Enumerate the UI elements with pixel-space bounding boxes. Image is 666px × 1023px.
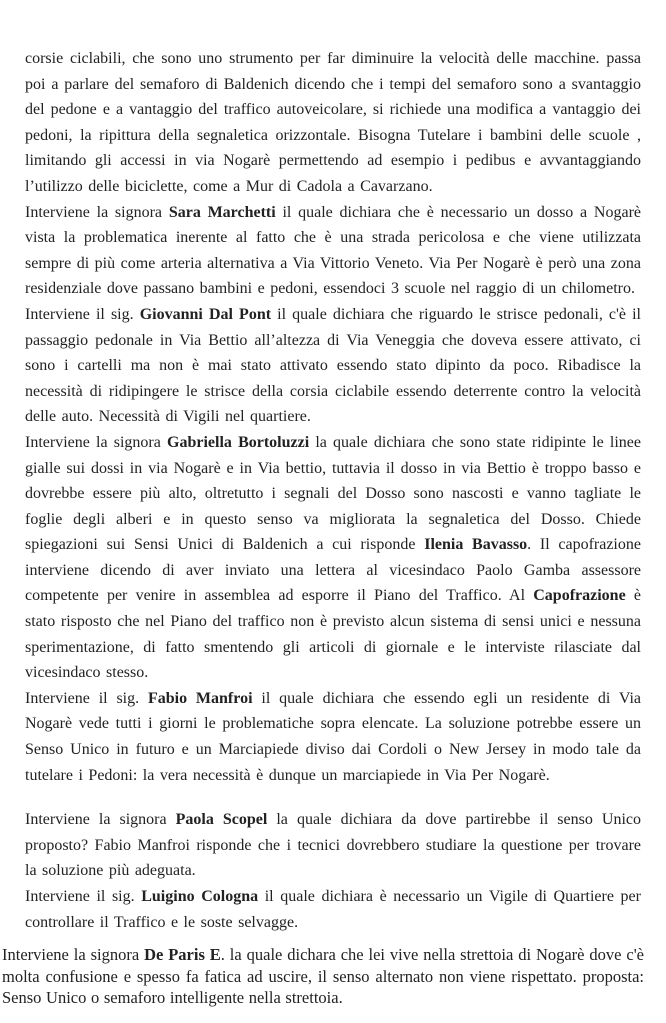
paragraph-gabriella-bortoluzzi bbox=[25, 430, 641, 686]
paragraph-giovanni-dal-pont bbox=[25, 302, 641, 430]
paragraph-corsie-ciclabili bbox=[25, 46, 641, 200]
speaker-name: Gabriella Bortoluzzi bbox=[167, 433, 310, 451]
paragraph-text: il quale dichiara che essendo egli un residente di Via Nogarè vede tutti i giorni le problematiche sopra elencate. La soluzione potrebbe essere un Senso Unico in futuro e un Marciapiede diviso dai Cordoli o New Jersey in modo tale da tutelare i Pedoni: la vera necessità è dunque un marciapiede in Via Per Nogarè. bbox=[25, 689, 641, 784]
paragraph-text: il quale dichiara che è necessario un dosso a Nogarè vista la problematica inerente al fatto che è una strada pericolosa e che viene utilizzata sempre di più come arteria alternativa a Via Vittorio Veneto. Via Per Nogarè è però una zona residenziale dove passano bambini e pedoni, essendoci 3 scuole nel raggio di un chilometro. bbox=[25, 203, 642, 298]
paragraph-text: Interviene il sig. bbox=[25, 689, 148, 707]
paragraph-text: . la quale dichara che lei vive nella strettoia di Nogarè dove c'è molta confusione e spesso fa fatica ad uscire, il senso alternato non viene rispettato. proposta: Senso Unico o semaforo intelligente nella strettoia. bbox=[2, 945, 645, 1008]
paragraph-paola-scopel bbox=[25, 807, 641, 884]
speaker-name: Paola Scopel bbox=[175, 811, 268, 829]
speaker-name: Capofrazione bbox=[533, 587, 626, 605]
paragraph-text: la quale dichiara da dove partirebbe il senso Unico proposto? Fabio Manfroi risponde che i tecnici dovrebbero studiare la questione per trovare la soluzione più adeguata. bbox=[25, 811, 641, 880]
paragraph-text: Interviene la signora bbox=[25, 203, 169, 221]
paragraph-text: Interviene la signora bbox=[2, 945, 145, 965]
paragraph-sara-marchetti bbox=[25, 200, 641, 302]
paragraph-text: Interviene il sig. bbox=[25, 888, 142, 905]
speaker-name: Giovanni Dal Pont bbox=[139, 305, 272, 323]
speaker-name: Ilenia Bavasso bbox=[424, 536, 528, 554]
paragraph-text: Interviene la signora bbox=[25, 433, 168, 451]
paragraph-luigino-cologna bbox=[25, 884, 641, 935]
paragraph-text: . Il capofrazione interviene dicendo di aver inviato una lettera al vicesindaco Paolo Gamba assessore competente per venire in assemblea ad esporre il Piano del Traffico. Al bbox=[25, 536, 641, 605]
speaker-name: Luigino Cologna bbox=[141, 888, 259, 905]
paragraph-text: Interviene la signora bbox=[25, 811, 176, 829]
paragraph-text: il quale dichiara che riguardo le strisce pedonali, c'è il passaggio pedonale in Via Bettio all’altezza di Via Veneggia che doveva essere attivato, ci sono i cartelli ma non è mai stato attivato essendo stato dipinto da poco. Ribadisce la necessità di ridipingere le strisce della corsia ciclabile essendo deterrente contro la velocità delle auto. Necessità di Vigili nel quartiere. bbox=[25, 305, 642, 426]
speaker-name: De Paris E bbox=[144, 945, 221, 965]
paragraph-text: il quale dichiara è necessario un Vigile di Quartiere per controllare il Traffico e le soste selvagge. bbox=[25, 888, 641, 931]
speaker-name: Sara Marchetti bbox=[168, 203, 276, 221]
paragraph-fabio-manfroi bbox=[25, 686, 641, 788]
paragraph-de-paris bbox=[2, 944, 644, 1009]
paragraph-text: la quale dichiara che sono state ridipinte le linee gialle sui dossi in via Nogarè e in Via bettio, tuttavia il dosso in via Bettio è troppo basso e dovrebbe essere più alto, oltretutto i segnali del Dosso sono nascosti e vanno tagliate le foglie degli alberi e in questo senso va migliorata la segnaletica del Dosso. Chiede spiegazioni sui Sensi Unici di Baldenich a cui risponde bbox=[25, 433, 642, 554]
paragraph-text: Interviene il sig. bbox=[25, 305, 140, 323]
speaker-name: Fabio Manfroi bbox=[147, 689, 253, 707]
paragraph-text: corsie ciclabili, che sono uno strumento per far diminuire la velocità delle macchine. passa poi a parlare del semaforo di Baldenich dicendo che i tempi del semaforo sono a svantaggio del pedone e a vantaggio del traffico autoveicolare, si richiede una modifica a vantaggio dei pedoni, la ripittura della segnaletica orizzontale. Bisogna Tutelare i bambini delle scuole , limitando gli accessi in via Nogarè permettendo ad esempio i pedibus e avvantaggiando l’utilizzo delle biciclette, come a Mur di Cadola a Cavarzano. bbox=[25, 50, 641, 195]
paragraph-text: è stato risposto che nel Piano del traffico non è previsto alcun sistema di sensi unici e nessuna sperimentazione, di fatto smentendo gli articoli di giornale e le interviste rilasciate dal vicesindaco stesso. bbox=[25, 587, 641, 682]
